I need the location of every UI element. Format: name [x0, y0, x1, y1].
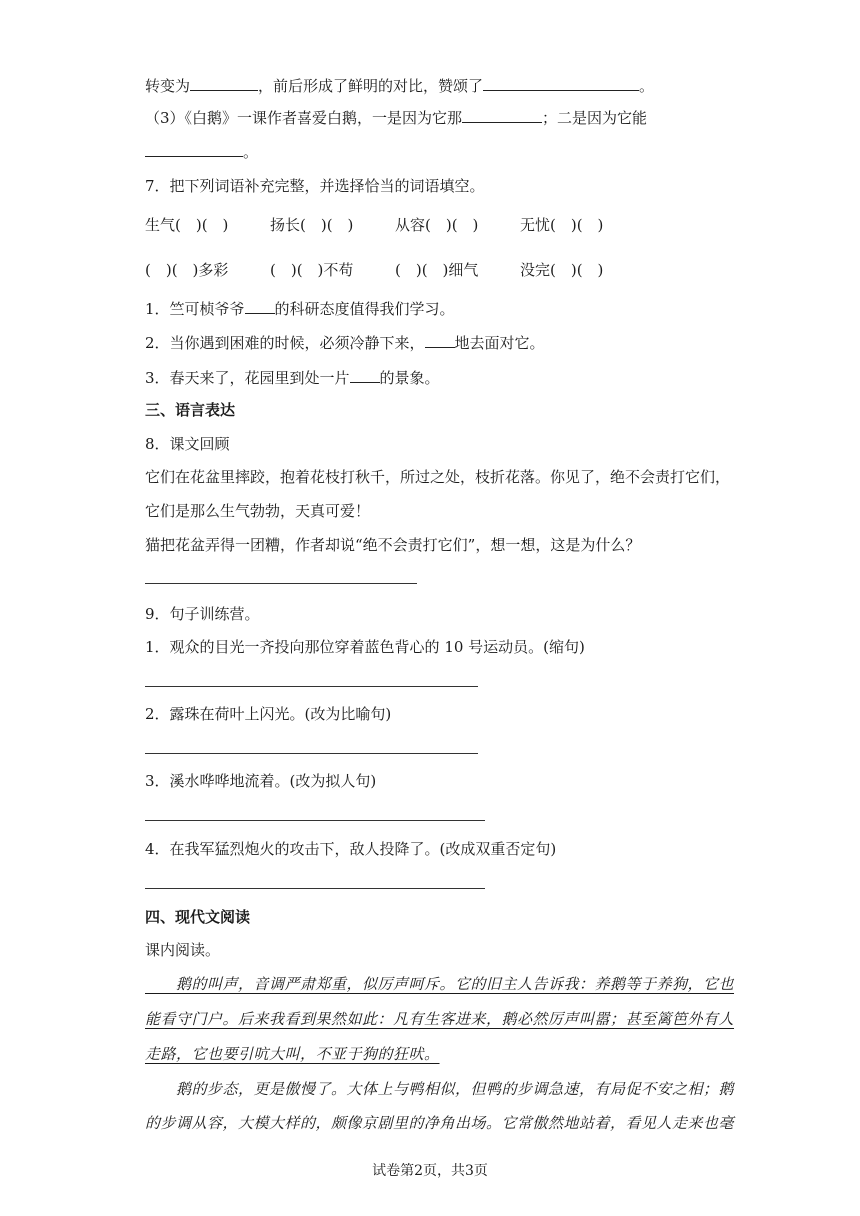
- passage-text: 鹅的叫声，音调严肃郑重，似厉声呵斥。它的旧主人告诉我：养鹅等于养狗，它也: [145, 975, 735, 993]
- answer-blank[interactable]: [350, 368, 380, 383]
- q6-text: 转变为: [145, 77, 191, 95]
- passage-text: 的步调从容，大模大样的，颇像京剧里的净角出场。它常傲然地站着，看见人走来也毫: [145, 1114, 735, 1132]
- word-fill-item[interactable]: ( )( )细气: [395, 261, 479, 279]
- answer-blank[interactable]: [245, 299, 275, 314]
- page-footer: 试卷第2页，共3页: [372, 1163, 488, 1179]
- passage-line: [145, 1113, 735, 1133]
- q9-item-4: 4．在我军猛烈炮火的攻击下，敌人投降了。(改成双重否定句): [145, 840, 557, 858]
- section-4-heading: 四、现代文阅读: [145, 908, 251, 926]
- q7-sentence-3: [145, 368, 440, 388]
- q9-answer-line-1[interactable]: [145, 686, 478, 687]
- q7-sentence-2: [145, 333, 545, 353]
- answer-blank[interactable]: [462, 108, 542, 123]
- word-fill-item[interactable]: 没完( )( ): [520, 261, 604, 279]
- q9-answer-line-3[interactable]: [145, 820, 485, 821]
- q9-title: 9．句子训练营。: [145, 605, 260, 623]
- q8-title: 8．课文回顾: [145, 435, 230, 453]
- q7-sentence-1: [145, 299, 455, 319]
- q7-title: 7．把下列词语补充完整，并选择恰当的词语填空。: [145, 177, 485, 195]
- q9-answer-line-4[interactable]: [145, 888, 485, 889]
- reading-intro: 课内阅读。: [145, 941, 221, 959]
- q6-line2: [145, 108, 647, 128]
- q9-item-3: 3．溪水哗哗地流着。(改为拟人句): [145, 772, 377, 790]
- passage-line: [145, 1044, 715, 1064]
- word-fill-item[interactable]: ( )( )多彩: [145, 261, 229, 279]
- section-3-heading: 三、语言表达: [145, 401, 236, 419]
- passage-line: [145, 1079, 735, 1099]
- answer-blank[interactable]: [145, 142, 243, 157]
- sentence-text: 地去面对它。: [454, 334, 545, 352]
- sentence-text: 3．春天来了，花园里到处一片: [145, 369, 350, 387]
- sentence-text: 的景象。: [379, 369, 440, 387]
- q6-text: 。: [639, 77, 655, 95]
- passage-line: [145, 974, 735, 994]
- q8-text-line-1: 它们在花盆里摔跤，抱着花枝打秋千，所过之处，枝折花落。你见了，绝不会责打它们，: [145, 468, 731, 486]
- q6-text: 。: [243, 143, 259, 161]
- q9-answer-line-2[interactable]: [145, 753, 478, 754]
- q6-line1: [145, 76, 654, 96]
- q7-word-row-1: [145, 215, 665, 235]
- passage-text: 能看守门户。后来我看到果然如此：凡有生客进来，鹅必然厉声叫嚣；甚至篱笆外有人: [145, 1010, 735, 1028]
- answer-blank[interactable]: [190, 76, 258, 91]
- answer-blank[interactable]: [425, 333, 455, 348]
- q8-answer-line[interactable]: [145, 583, 417, 584]
- word-fill-item[interactable]: 扬长( )( ): [270, 216, 354, 234]
- word-fill-item[interactable]: ( )( )不苟: [270, 261, 354, 279]
- word-fill-item[interactable]: 无忧( )( ): [520, 216, 604, 234]
- word-fill-item[interactable]: 从容( )( ): [395, 216, 479, 234]
- q9-item-2: 2．露珠在荷叶上闪光。(改为比喻句): [145, 705, 392, 723]
- answer-blank[interactable]: [483, 76, 639, 91]
- q9-item-1: 1．观众的目光一齐投向那位穿着蓝色背心的 10 号运动员。(缩句): [145, 638, 585, 656]
- passage-line: [145, 1009, 735, 1029]
- passage-text: 鹅的步态，更是傲慢了。大体上与鸭相似，但鸭的步调急速，有局促不安之相；鹅: [145, 1080, 735, 1098]
- word-fill-item[interactable]: 生气( )( ): [145, 216, 229, 234]
- sentence-text: 1．竺可桢爷爷: [145, 300, 245, 318]
- q6-text: （3）《白鹅》一课作者喜爱白鹅，一是因为它那: [145, 109, 463, 127]
- q8-text-line-2: 它们是那么生气勃勃，天真可爱！: [145, 502, 371, 520]
- sentence-text: 2．当你遇到困难的时候，必须冷静下来，: [145, 334, 425, 352]
- passage-text: 走路，它也要引吭大叫，不亚于狗的狂吠。: [145, 1045, 440, 1063]
- q6-line3: [145, 142, 258, 162]
- q6-text: ，前后形成了鲜明的对比，赞颂了: [258, 77, 484, 95]
- q6-text: ；二是因为它能: [542, 109, 648, 127]
- sentence-text: 的科研态度值得我们学习。: [274, 300, 455, 318]
- q8-question: 猫把花盆弄得一团糟，作者却说“绝不会责打它们”，想一想，这是为什么？: [145, 536, 641, 554]
- q7-word-row-2: [145, 260, 665, 280]
